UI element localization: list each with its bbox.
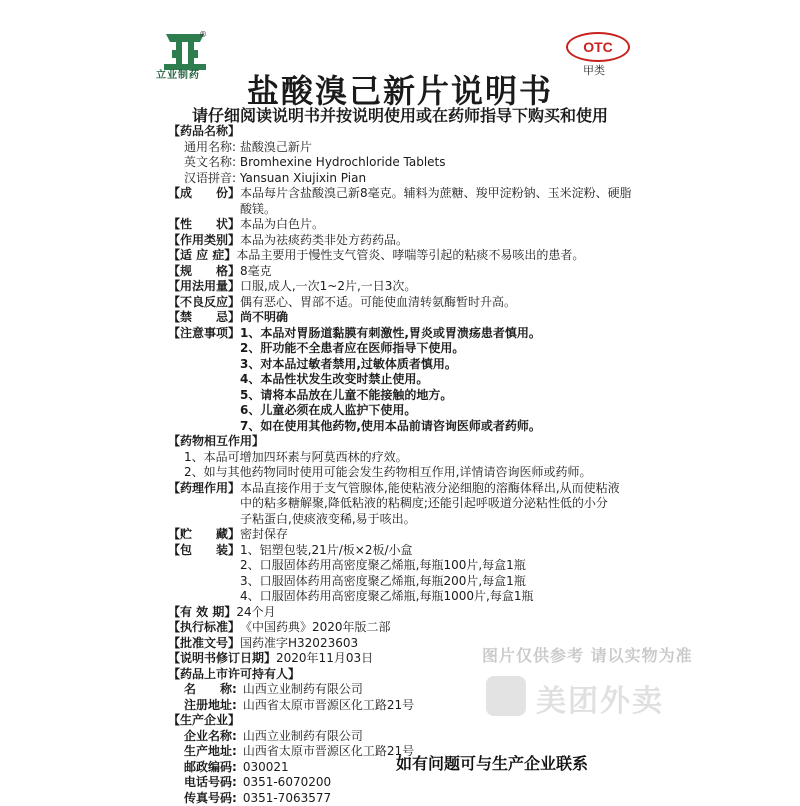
maker-label: 【生产企业】 <box>168 713 638 729</box>
pharmacology-text <box>240 481 638 528</box>
approval-value: 国药准字H32023603 <box>240 636 638 652</box>
holder-addr: 山西省太原市晋源区化工路21号 <box>237 698 638 714</box>
spec-value: 8毫克 <box>240 264 638 280</box>
spec-row <box>168 264 638 280</box>
pharmacology-label: 【药理作用】 <box>168 481 240 497</box>
precautions-list <box>240 326 638 435</box>
standard-value: 《中国药典》2020年版二部 <box>240 620 638 636</box>
interaction-item: 1、本品可增加四环素与阿莫西林的疗效。 <box>168 450 638 466</box>
otc-badge: OTC <box>566 32 630 62</box>
adverse-row <box>168 295 638 311</box>
maker-tel-label: 电话号码: <box>184 775 237 791</box>
storage-label: 【贮 藏】 <box>168 527 240 543</box>
indications-value: 本品主要用于慢性支气管炎、哮喘等引起的粘痰不易咳出的患者。 <box>236 248 638 264</box>
english-name: 英文名称: Bromhexine Hydrochloride Tablets <box>168 155 638 171</box>
contra-label: 【禁 忌】 <box>168 310 240 326</box>
category-value: 本品为祛痰药类非处方药药品。 <box>240 233 638 249</box>
maker-addr-label: 生产地址: <box>184 744 237 760</box>
dosage-row <box>168 279 638 295</box>
contra-value: 尚不明确 <box>240 310 638 326</box>
packaging-list <box>240 543 638 605</box>
maker-name: 山西立业制药有限公司 <box>237 729 638 745</box>
maker-tel: 0351-6070200 <box>237 775 638 791</box>
standard-row <box>168 620 638 636</box>
approval-label: 【批准文号】 <box>168 636 240 652</box>
adverse-label: 【不良反应】 <box>168 295 240 311</box>
packaging-item: 3、口服固体药用高密度聚乙烯瓶,每瓶200片,每盒1瓶 <box>240 574 638 590</box>
maker-zip-label: 邮政编码: <box>184 760 237 776</box>
precaution-item: 7、如在使用其他药物,使用本品前请咨询医师或者药师。 <box>240 419 638 435</box>
ingredients-row <box>168 186 638 217</box>
packaging-row <box>168 543 638 605</box>
watermark-notice: 图片仅供参考 请以实物为准 <box>482 643 693 666</box>
packaging-item: 1、铝塑包装,21片/板×2板/小盒 <box>240 543 638 559</box>
storage-value: 密封保存 <box>240 527 638 543</box>
spec-label: 【规 格】 <box>168 264 240 280</box>
validity-label: 【有 效 期】 <box>168 605 236 621</box>
holder-label: 【药品上市许可持有人】 <box>168 667 638 683</box>
indications-row <box>168 248 638 264</box>
validity-value: 24个月 <box>236 605 638 621</box>
maker-zip: 030021 <box>237 760 638 776</box>
appearance-row <box>168 217 638 233</box>
pharmacology-row <box>168 481 638 528</box>
pharmacology-line: 子粘蛋白,使痰液变稀,易于咳出。 <box>240 512 638 528</box>
appearance-label: 【性 状】 <box>168 217 240 233</box>
maker-name-row <box>168 729 638 745</box>
holder-name: 山西立业制药有限公司 <box>237 682 638 698</box>
maker-addr: 山西省太原市晋源区化工路21号 <box>237 744 638 760</box>
precaution-item: 4、本品性状发生改变时禁止使用。 <box>240 372 638 388</box>
logo-text: 立业制药 <box>156 66 200 81</box>
maker-fax: 0351-7063577 <box>237 791 638 806</box>
interaction-item: 2、如与其他药物同时使用可能会发生药物相互作用,详情请咨询医师或药师。 <box>168 465 638 481</box>
precaution-item: 6、儿童必须在成人监护下使用。 <box>240 403 638 419</box>
ingredients-value: 本品每片含盐酸溴己新8毫克。辅料为蔗糖、羧甲淀粉钠、玉米淀粉、硬脂酸镁。 <box>240 186 638 217</box>
appearance-value: 本品为白色片。 <box>240 217 638 233</box>
maker-fax-row <box>168 791 638 806</box>
standard-label: 【执行标准】 <box>168 620 240 636</box>
revision-label: 【说明书修订日期】 <box>168 651 276 667</box>
pharmacology-line: 中的粘多糖解聚,降低粘液的粘稠度;还能引起呼吸道分泌粘性低的小分 <box>240 496 638 512</box>
pharmacology-line: 本品直接作用于支气管腺体,能使粘液分泌细胞的溶酶体释出,从而使粘液 <box>240 481 638 497</box>
dosage-label: 【用法用量】 <box>168 279 240 295</box>
page-title: 盐酸溴己新片说明书 <box>0 66 800 112</box>
generic-name: 通用名称: 盐酸溴己新片 <box>168 140 638 156</box>
precautions-label: 【注意事项】 <box>168 326 240 342</box>
pinyin-name: 汉语拼音: Yansuan Xiujixin Pian <box>168 171 638 187</box>
watermark-brand: 美团外卖 <box>536 676 664 720</box>
precaution-item: 3、对本品过敏者禁用,过敏体质者慎用。 <box>240 357 638 373</box>
maker-fax-label: 传真号码: <box>184 791 237 806</box>
category-row <box>168 233 638 249</box>
precaution-item: 2、肝功能不全患者应在医师指导下使用。 <box>240 341 638 357</box>
precaution-item: 1、本品对胃肠道黏膜有刺激性,胃炎或胃溃疡患者慎用。 <box>240 326 638 342</box>
revision-value: 2020年11月03日 <box>276 651 638 667</box>
validity-row <box>168 605 638 621</box>
contra-row <box>168 310 638 326</box>
packaging-item: 4、口服固体药用高密度聚乙烯瓶,每瓶1000片,每盒1瓶 <box>240 589 638 605</box>
drug-name-header: 【药品名称】 <box>168 124 638 140</box>
registered-mark: ® <box>199 30 207 39</box>
footer-contact: 如有问题可与生产企业联系 <box>396 751 588 774</box>
page-subtitle: 请仔细阅读说明书并按说明使用或在药师指导下购买和使用 <box>0 103 800 126</box>
holder-addr-label: 注册地址: <box>184 698 237 714</box>
indications-label: 【适 应 症】 <box>168 248 236 264</box>
holder-name-label: 名 称: <box>184 682 237 698</box>
precautions-row <box>168 326 638 435</box>
interactions-label: 【药物相互作用】 <box>168 434 638 450</box>
packaging-label: 【包 装】 <box>168 543 240 559</box>
maker-name-label: 企业名称: <box>184 729 237 745</box>
packaging-item: 2、口服固体药用高密度聚乙烯瓶,每瓶100片,每盒1瓶 <box>240 558 638 574</box>
watermark-logo-icon <box>486 676 526 716</box>
storage-row <box>168 527 638 543</box>
ingredients-label: 【成 份】 <box>168 186 240 202</box>
maker-tel-row <box>168 775 638 791</box>
otc-class: 甲类 <box>583 62 605 78</box>
dosage-value: 口服,成人,一次1~2片,一日3次。 <box>240 279 638 295</box>
category-label: 【作用类别】 <box>168 233 240 249</box>
precaution-item: 5、请将本品放在儿童不能接触的地方。 <box>240 388 638 404</box>
adverse-value: 偶有恶心、胃部不适。可能使血清转氨酶暂时升高。 <box>240 295 638 311</box>
